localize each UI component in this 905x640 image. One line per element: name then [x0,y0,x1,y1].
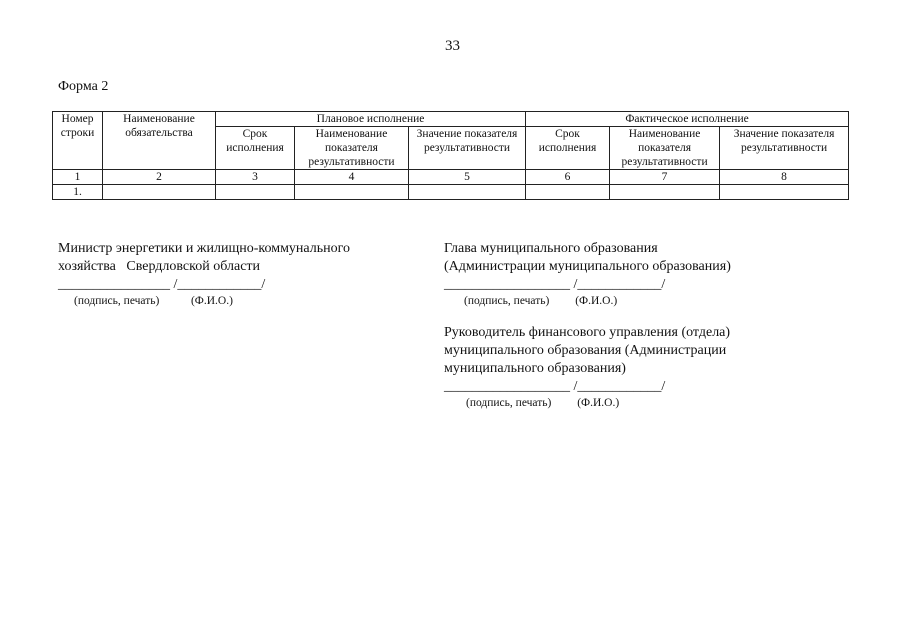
minister-signature-block [58,240,418,308]
table-cell [103,185,216,200]
column-number: 5 [409,170,526,185]
minister-title-line1: Министр энергетики и жилищно-коммунального [58,241,351,256]
header-actual-indicator-name: Наименование показателя результативности [610,127,720,170]
head-title-line2: (Администрации муниципального образования) [444,259,731,274]
column-number: 7 [610,170,720,185]
row-number-cell: 1. [53,185,103,200]
column-number: 1 [53,170,103,185]
head-sign-caption: (подпись, печать) (Ф.И.О.) [464,295,618,307]
column-number: 6 [526,170,610,185]
head-signature-block [444,240,844,308]
column-number: 3 [216,170,295,185]
column-number: 2 [103,170,216,185]
column-numbers-row [53,170,849,185]
table-cell [295,185,409,200]
header-actual-group: Фактическое исполнение [526,112,849,127]
table-cell [720,185,849,200]
column-number: 4 [295,170,409,185]
minister-sign-caption: (подпись, печать) (Ф.И.О.) [74,295,233,307]
finance-sign-line: __________________ /____________/ [444,379,666,394]
finance-title-line2: муниципального образования (Администрации [444,343,727,358]
table-cell [216,185,295,200]
header-planned-term: Срок исполнения [216,127,295,170]
header-actual-term: Срок исполнения [526,127,610,170]
header-planned-indicator-name: Наименование показателя результативности [295,127,409,170]
minister-sign-line: ________________ /____________/ [58,277,266,292]
header-actual-indicator-value: Значение показателя результативности [720,127,849,170]
minister-title-line2: хозяйства Свердловской области [58,259,261,274]
finance-title-line1: Руководитель финансового управления (отдела) [444,325,731,340]
form-label: Форма 2 [58,79,109,94]
table-cell [526,185,610,200]
finance-sign-caption: (подпись, печать) (Ф.И.О.) [466,397,620,409]
finance-title-line3: муниципального образования) [444,361,626,376]
table-cell [409,185,526,200]
page-number: 33 [445,38,460,54]
header-obligation-name: Наименование обязательства [103,112,216,170]
table-row [53,185,849,200]
header-planned-indicator-value: Значение показателя результативности [409,127,526,170]
header-row-number: Номер строки [53,112,103,170]
table-header-row [53,112,849,127]
header-planned-group: Плановое исполнение [216,112,526,127]
finance-signature-block [444,324,844,410]
column-number: 8 [720,170,849,185]
obligations-table [52,111,849,200]
table-cell [610,185,720,200]
head-title-line1: Глава муниципального образования [444,241,658,256]
head-sign-line: __________________ /____________/ [444,277,666,292]
